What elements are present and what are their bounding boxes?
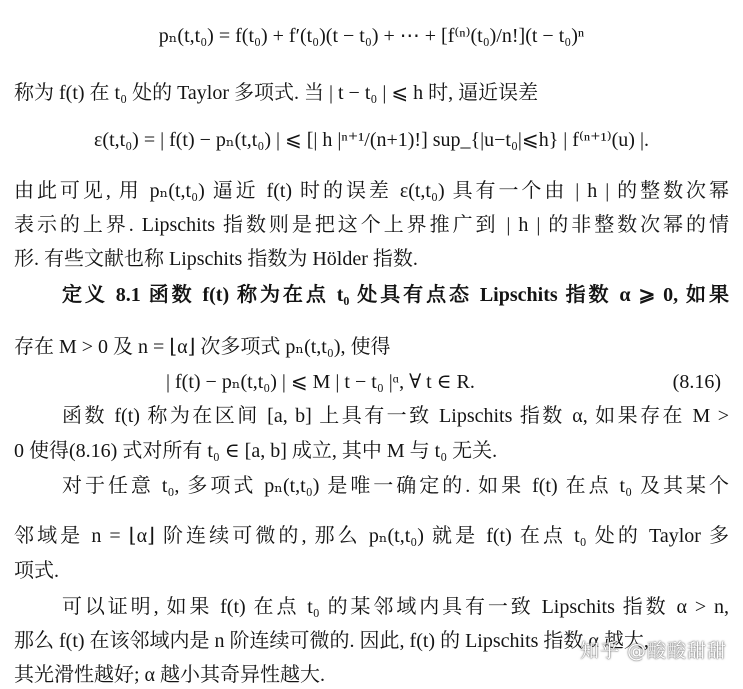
paragraph-line: 函数 f(t) 称为在区间 [a, b] 上具有一致 Lipschits 指数 α, 如果存在 M > xyxy=(62,405,729,427)
approximation-error-equation: ε(t,t₀) = | f(t) − pₙ(t,t₀) | ⩽ [| h |ⁿ⁺¹/(n+1)!] sup_{|u−t₀|⩽h} | f⁽ⁿ⁺¹⁾(u) |. xyxy=(94,129,649,151)
paragraph-line: 由此可见, 用 pₙ(t,t₀) 逼近 f(t) 时的误差 ε(t,t₀) 具有一个由 | h | 的整数次幂 xyxy=(14,180,729,202)
watermark: 知乎 @酸酸甜甜 xyxy=(579,640,727,662)
taylor-polynomial-equation: pₙ(t,t₀) = f(t₀) + f′(t₀)(t − t₀) + ⋯ + [f⁽ⁿ⁾(t₀)/n!](t − t₀)ⁿ xyxy=(158,25,585,47)
taylor-definition-text: 称为 f(t) 在 t₀ 处的 Taylor 多项式. 当 | t − t₀ | ⩽ h 时, 逼近误差 xyxy=(14,82,539,104)
paragraph-line: 0 使得(8.16) 式对所有 t₀ ∈ [a, b] 成立, 其中 M 与 t₀ 无关. xyxy=(14,440,498,462)
paragraph-line: 项式. xyxy=(14,560,59,582)
definition-text: 存在 M > 0 及 n = ⌊α⌋ 次多项式 pₙ(t,t₀), 使得 xyxy=(14,336,391,358)
paragraph-line: 邻域是 n = ⌊α⌋ 阶连续可微的, 那么 pₙ(t,t₀) 就是 f(t) 在点 t₀ 处的 Taylor 多 xyxy=(14,525,729,547)
paragraph-line: 对于任意 t₀, 多项式 pₙ(t,t₀) 是唯一确定的. 如果 f(t) 在点 t₀ 及其某个 xyxy=(62,475,729,497)
paragraph-line: 其光滑性越好; α 越小其奇异性越大. xyxy=(14,664,326,686)
paragraph-line: 可以证明, 如果 f(t) 在点 t₀ 的某邻域内具有一致 Lipschits 指数 α > n, xyxy=(62,596,729,618)
lipschits-condition-equation: | f(t) − pₙ(t,t₀) | ⩽ M | t − t₀ |ᵅ, ∀ t ∈ R. xyxy=(166,371,475,393)
paragraph-line: 形. 有些文献也称 Lipschits 指数为 Hölder 指数. xyxy=(14,248,418,270)
paragraph-line: 那么 f(t) 在该邻域内是 n 阶连续可微的. 因此, f(t) 的 Lipschits 指数 α 越大, xyxy=(14,630,649,652)
paragraph-line: 表示的上界. Lipschits 指数则是把这个上界推广到 | h | 的非整数次幂的情 xyxy=(14,214,729,236)
definition-heading: 定义 8.1 函数 f(t) 称为在点 t₀ 处具有点态 Lipschits 指数 α ⩾ 0, 如果 xyxy=(62,284,729,306)
equation-number: (8.16) xyxy=(672,371,721,393)
